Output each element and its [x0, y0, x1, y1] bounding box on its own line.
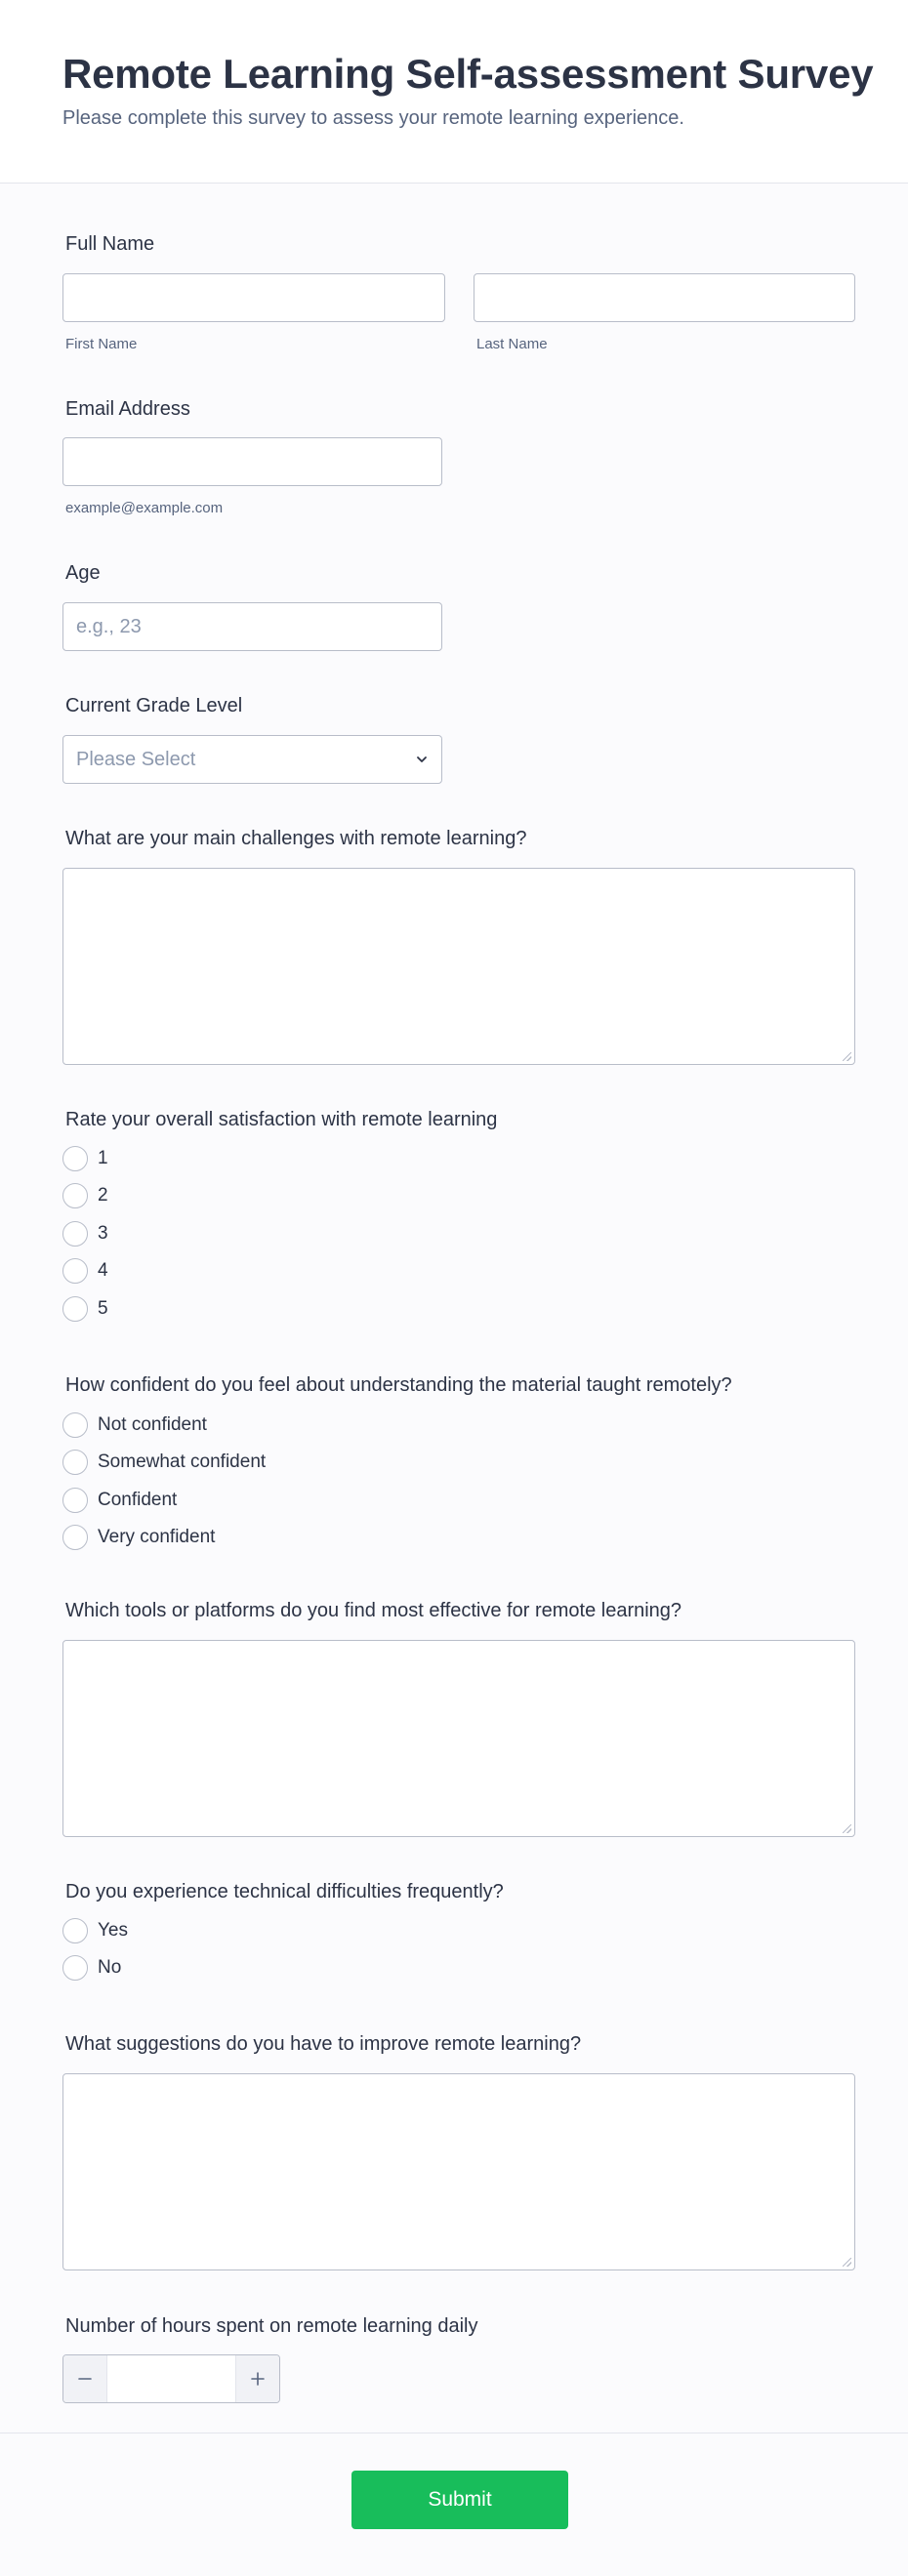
radio-button[interactable] — [62, 1955, 88, 1981]
confidence-option-somewhat-confident[interactable] — [62, 1448, 266, 1477]
plus-icon — [249, 2370, 267, 2388]
age-label: Age — [65, 562, 101, 584]
satisfaction-option-1[interactable] — [62, 1144, 108, 1173]
radio-label: 3 — [98, 1223, 108, 1244]
radio-label: No — [98, 1957, 122, 1978]
grade-field — [62, 694, 855, 770]
radio-label: Very confident — [98, 1527, 216, 1547]
satisfaction-option-4[interactable] — [62, 1256, 108, 1286]
resize-grip-icon[interactable] — [843, 1052, 851, 1061]
resize-grip-icon[interactable] — [843, 2258, 851, 2267]
minus-icon — [76, 2370, 94, 2388]
tools-textarea[interactable] — [62, 1640, 855, 1837]
confidence-option-confident[interactable] — [62, 1486, 177, 1515]
increment-button[interactable] — [235, 2355, 279, 2402]
age-input[interactable]: e.g., 23 — [62, 602, 442, 651]
satisfaction-option-2[interactable] — [62, 1181, 108, 1210]
suggestions-textarea[interactable] — [62, 2073, 855, 2270]
technical-label: Do you experience technical difficulties frequently? — [65, 1881, 504, 1902]
suggestions-field — [62, 2032, 855, 2056]
radio-label: 2 — [98, 1185, 108, 1206]
grade-select-value: Please Select — [76, 748, 196, 770]
confidence-option-very-confident[interactable] — [62, 1523, 215, 1552]
confidence-option-not-confident[interactable] — [62, 1411, 207, 1440]
hours-stepper — [62, 2354, 280, 2403]
tools-field — [62, 1599, 855, 1622]
confidence-label: How confident do you feel about understanding the material taught remotely? — [65, 1374, 732, 1396]
suggestions-label: What suggestions do you have to improve remote learning? — [65, 2033, 582, 2055]
challenges-textarea[interactable] — [62, 868, 855, 1065]
full-name-label: Full Name — [65, 233, 155, 255]
age-field — [62, 561, 855, 637]
grade-label: Current Grade Level — [65, 695, 243, 716]
last-name-sublabel: Last Name — [476, 336, 548, 352]
satisfaction-option-3[interactable] — [62, 1219, 108, 1248]
email-input[interactable] — [62, 437, 442, 486]
satisfaction-label: Rate your overall satisfaction with remote learning — [65, 1109, 498, 1130]
last-name-input[interactable] — [474, 273, 855, 322]
form-header — [0, 0, 908, 184]
email-label: Email Address — [65, 398, 190, 420]
form-title: Remote Learning Self-assessment Survey — [62, 51, 874, 97]
challenges-field — [62, 827, 855, 850]
submit-button[interactable]: Submit — [351, 2471, 568, 2529]
email-sublabel: example@example.com — [65, 500, 224, 516]
radio-label: 5 — [98, 1298, 108, 1319]
radio-button[interactable] — [62, 1412, 88, 1438]
radio-button[interactable] — [62, 1525, 88, 1550]
radio-button[interactable] — [62, 1918, 88, 1943]
radio-label: 1 — [98, 1148, 108, 1168]
radio-button[interactable] — [62, 1488, 88, 1513]
technical-option-no[interactable] — [62, 1953, 121, 1983]
first-name-input[interactable] — [62, 273, 445, 322]
radio-button[interactable] — [62, 1450, 88, 1475]
radio-button[interactable] — [62, 1146, 88, 1171]
full-name-field — [62, 232, 855, 352]
radio-button[interactable] — [62, 1183, 88, 1208]
first-name-sublabel: First Name — [65, 336, 138, 352]
satisfaction-option-5[interactable] — [62, 1294, 108, 1324]
technical-field — [62, 1880, 855, 1978]
satisfaction-field — [62, 1108, 855, 1319]
radio-label: Somewhat confident — [98, 1452, 267, 1472]
tools-label: Which tools or platforms do you find most effective for remote learning? — [65, 1600, 682, 1621]
radio-label: Not confident — [98, 1414, 207, 1435]
hours-input[interactable] — [107, 2355, 235, 2402]
email-field — [62, 397, 855, 516]
hours-field — [62, 2314, 855, 2338]
resize-grip-icon[interactable] — [843, 1824, 851, 1833]
grade-select[interactable] — [62, 735, 442, 784]
decrement-button[interactable] — [63, 2355, 107, 2402]
form-subtitle: Please complete this survey to assess your remote learning experience. — [62, 107, 684, 129]
chevron-down-icon — [414, 752, 430, 767]
radio-button[interactable] — [62, 1221, 88, 1247]
confidence-field — [62, 1373, 855, 1547]
radio-label: Confident — [98, 1490, 178, 1510]
technical-option-yes[interactable] — [62, 1916, 128, 1945]
radio-label: Yes — [98, 1920, 128, 1941]
radio-label: 4 — [98, 1260, 108, 1281]
hours-label: Number of hours spent on remote learning daily — [65, 2315, 478, 2337]
radio-button[interactable] — [62, 1258, 88, 1284]
challenges-label: What are your main challenges with remote learning? — [65, 828, 527, 849]
radio-button[interactable] — [62, 1296, 88, 1322]
